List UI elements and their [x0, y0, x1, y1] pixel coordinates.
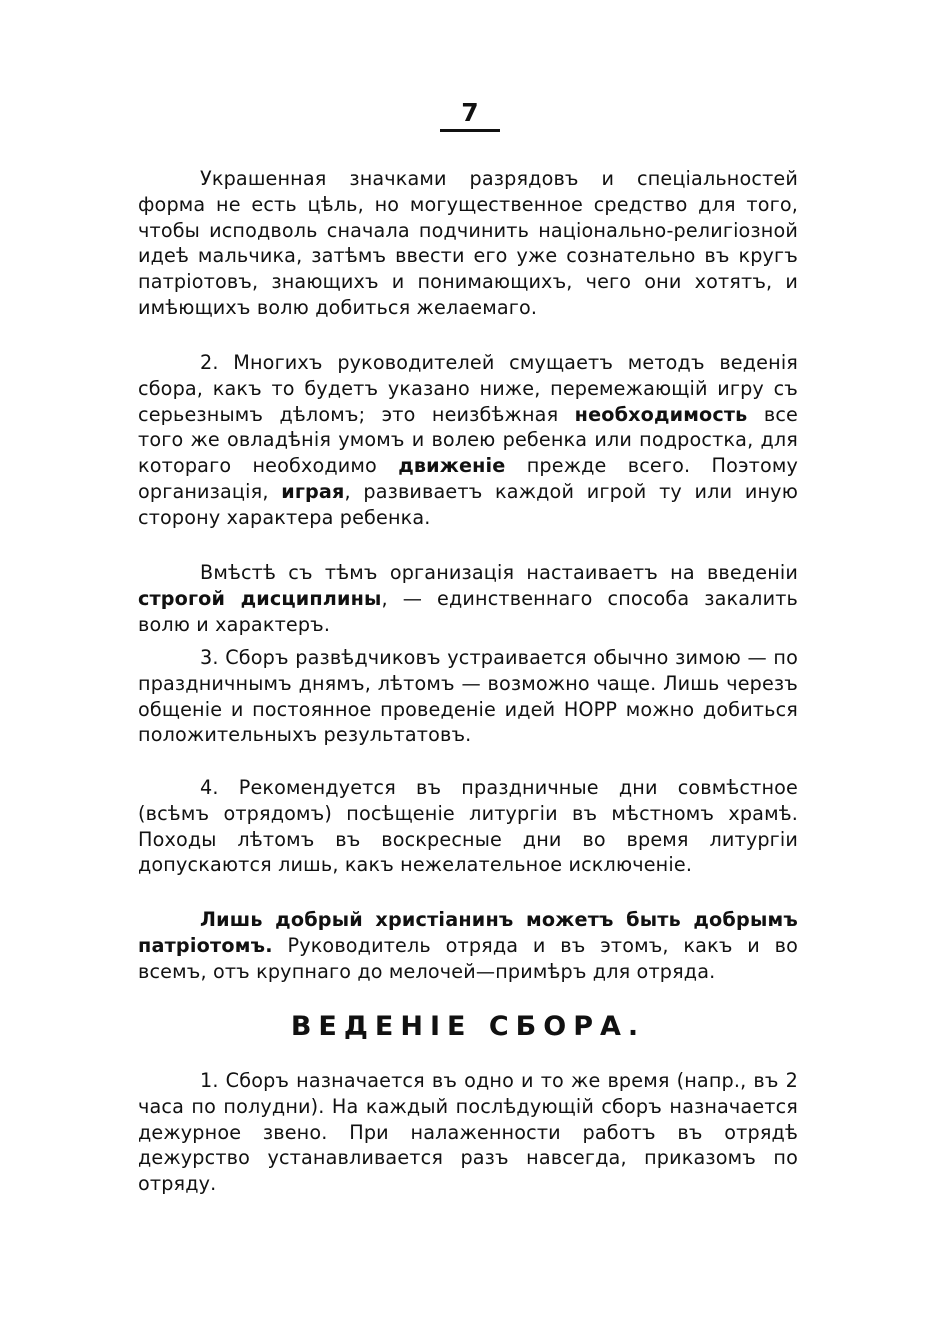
paragraph-meeting-assignment	[138, 1068, 798, 1197]
paragraph-text-part: прежде всего. Поэтому организація,	[138, 454, 799, 503]
emphasis-movement: движеніе	[398, 454, 506, 478]
section-heading: ВЕДЕНІЕ СБОРА.	[290, 1011, 646, 1042]
emphasis-strict-discipline: строгой дисциплины	[138, 586, 382, 610]
emphasis-playing: играя	[281, 479, 345, 503]
paragraph-liturgy	[138, 775, 798, 878]
paragraph-text: 4. Рекомендуется въ праздничные дни совмѣстное (всѣмъ отрядомъ) посѣщеніе литургіи въ мѣстномъ храмѣ. Походы лѣтомъ въ воскресные дни во время литургіи допускаются лишь, какъ нежелательное исключеніе.	[138, 776, 798, 877]
paragraph-text-part: все того же овладѣнія умомъ и волею ребенка или подростка, для котораго необходимо	[138, 402, 798, 478]
paragraph-text-part: , — единственнаго способа закалить волю и характеръ.	[138, 586, 798, 636]
emphasis-good-christian: Лишь добрый христіанинъ можетъ быть добрымъ патріотомъ.	[138, 908, 798, 957]
paragraph-text: 1. Сборъ назначается въ одно и то же время (напр., въ 2 часа по полудни). На каждый послѣдующій сборъ назначается дежурное звено. При налаженности работъ въ отрядѣ дежурство устанавливается разъ навсегда, приказомъ по отряду.	[138, 1069, 798, 1196]
paragraph-good-christian	[138, 907, 798, 984]
paragraph-text: Украшенная значками разрядовъ и спеціальностей форма не есть цѣль, но могущественное средство для того, чтобы исподволь сначала подчинить національно-религіозной идеѣ мальчика, затѣмъ ввести его уже сознательно въ кругъ патріотовъ, знающихъ и понимающихъ, чего они хотятъ, и имѣющихъ волю добиться желаемаго.	[138, 167, 798, 319]
paragraph-text: 3. Сборъ развѣдчиковъ устраивается обычно зимою — по праздничнымъ днямъ, лѣтомъ — возможно чаще. Лишь черезъ общеніе и постоянное проведеніе идей НОРР можно добиться положительныхъ результатовъ.	[138, 646, 798, 747]
emphasis-necessity: необходимость	[574, 402, 748, 426]
paragraph-method-of-meeting	[138, 350, 798, 531]
paragraph-uniform-purpose	[138, 166, 798, 321]
paragraph-text-part: 2. Многихъ руководителей смущаетъ методъ веденія сбора, какъ то будетъ указано ниже, перемежающій игру съ серьезнымъ дѣломъ; это неизбѣжная	[138, 351, 798, 426]
paragraph-text-part: , развиваетъ каждой игрой ту или иную сторону характера ребенка.	[138, 479, 798, 529]
paragraph-discipline	[138, 560, 798, 637]
page-number: 7	[440, 98, 500, 132]
paragraph-meeting-schedule	[138, 645, 798, 748]
paragraph-text-part: Руководитель отряда и въ этомъ, какъ и во всемъ, отъ крупнаго до мелочей—примѣръ для отряда.	[138, 933, 798, 983]
paragraph-text-part: Вмѣстѣ съ тѣмъ организація настаиваетъ на введеніи	[200, 561, 798, 584]
